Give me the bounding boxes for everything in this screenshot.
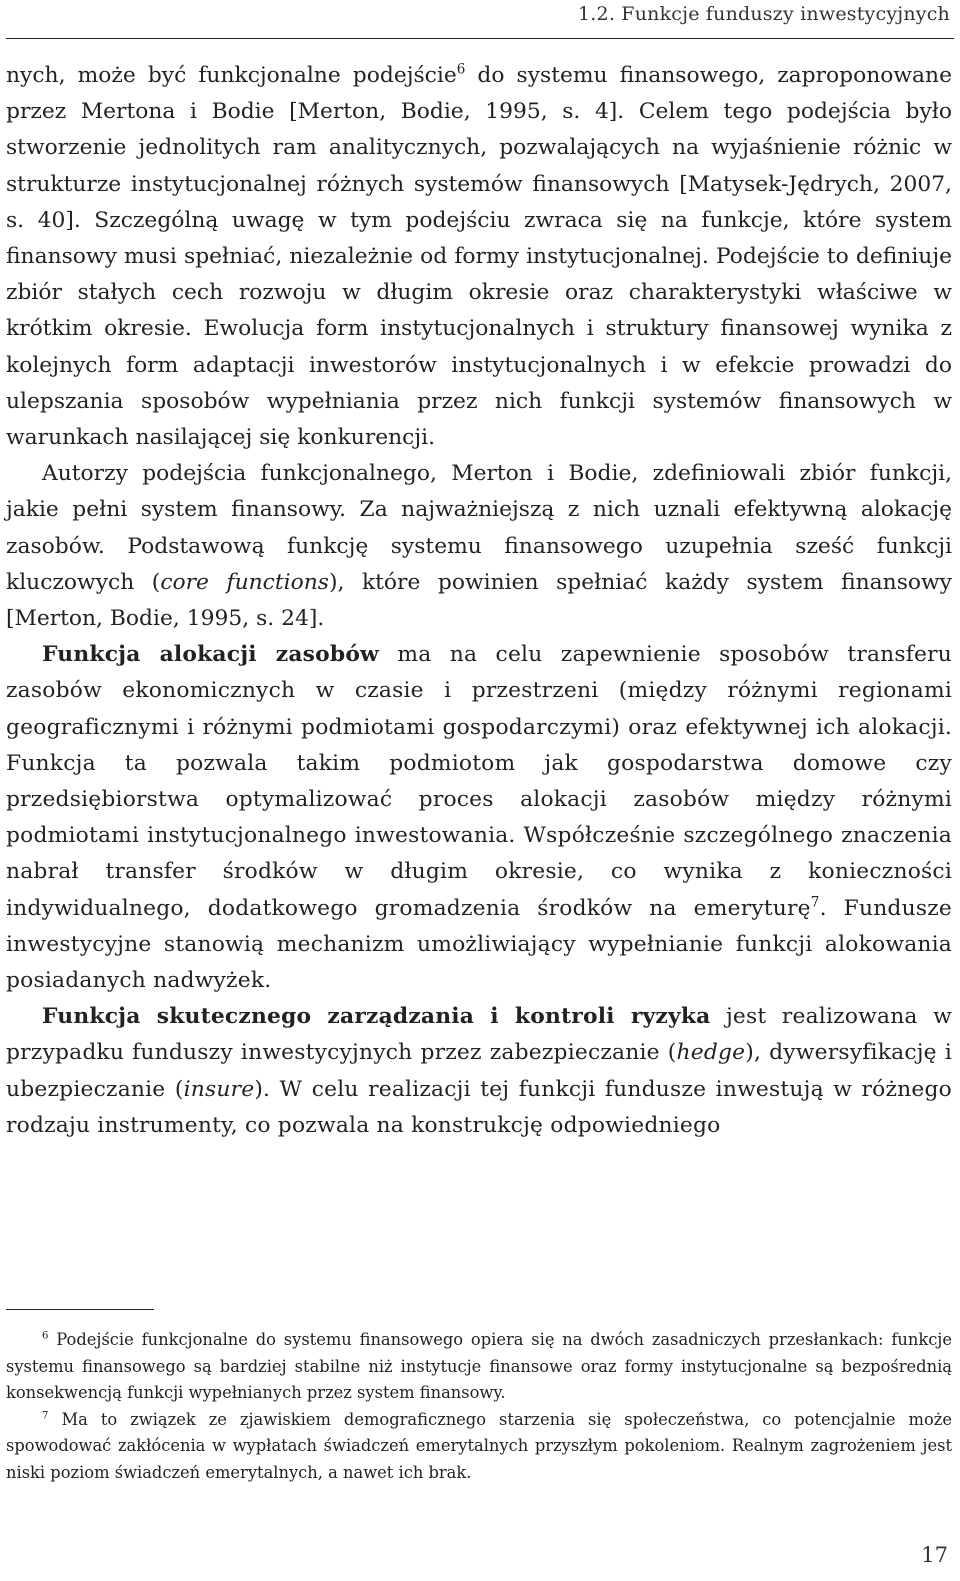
paragraph-1 <box>6 58 952 456</box>
paragraph-2 <box>6 456 952 637</box>
paragraph-3-text-b: . Fundusze inwestycyjne stanowią mechanizm umożliwiający wypełnianie funkcji alokowania posiadanych nadwyżek. <box>6 895 952 994</box>
main-text <box>6 58 952 1144</box>
paragraph-4-bold-term: Funkcja skutecznego zarządzania i kontroli ryzyka <box>42 1004 711 1030</box>
paragraph-4-text-c: ). W celu realizacji tej funkcji fundusze inwestują w różnego rodzaju instrumenty, co pozwala na konstrukcję odpowiedniego <box>6 1076 952 1138</box>
paragraph-4 <box>6 999 952 1144</box>
page-number: 17 <box>921 1543 948 1567</box>
paragraph-4-italic-hedge: hedge <box>676 1040 746 1066</box>
paragraph-4-text-a: jest realizowana w przypadku funduszy inwestycyjnych przez zabezpieczanie ( <box>6 1004 952 1066</box>
footnote-ref-7[interactable]: 7 <box>810 894 820 911</box>
footnotes <box>6 1327 952 1486</box>
paragraph-4-text-b: ), dywersyfikację i ubezpieczanie ( <box>6 1040 952 1102</box>
paragraph-1-text-a: nych, może być funkcjonalne podejście <box>6 63 457 88</box>
paragraph-1-text-b: do systemu finansowego, zaproponowane przez Mertona i Bodie [Merton, Bodie, 1995, s. 4]. Celem tego podejścia było stworzenie jednolitych ram analitycznych, pozwalających na wyjaśnienie różnic w strukturze instytucjonalnej różnych systemów finansowych [Matysek-Jędrych, 2007, s. 40]. Szczególną uwagę w tym podejściu zwraca się na funkcje, które system finansowy musi spełniać, niezależnie od formy instytucjonalnej. Podejście to definiuje zbiór stałych cech rozwoju w długim okresie oraz charakterystyki właściwe w krótkim okresie. Ewolucja form instytucjonalnych i struktury finansowej wynika z kolejnych form adaptacji inwestorów instytucjonalnych i w efekcie prowadzi do ulepszania sposobów wypełniania przez nich funkcji systemów finansowych w warunkach nasilającej się konkurencji. <box>6 63 952 451</box>
paragraph-3-text-a: ma na celu zapewnienie sposobów transferu zasobów ekonomicznych w czasie i przestrzeni (między różnymi regionami geograficznymi i różnymi podmiotami gospodarczymi) oraz efektywnej ich alokacji. Funkcja ta pozwala takim podmiotom jak gospodarstwa domowe czy przedsiębiorstwa optymalizować proces alokacji zasobów między różnymi podmiotami instytucjonalnego inwestowania. Współcześnie szczególnego znaczenia nabrał transfer środków w długim okresie, co wynika z konieczności indywidualnego, dodatkowego gromadzenia środków na emeryturę <box>6 642 953 921</box>
footnote-6-text: Podejście funkcjonalne do systemu finansowego opiera się na dwóch zasadniczych przesłankach: funkcje systemu finansowego są bardziej stabilne niż instytucje finansowe oraz formy instytucjonalne są bezpośrednią konsekwencją funkcji wypełnianych przez system finansowy. <box>6 1330 952 1402</box>
footnote-7 <box>6 1407 952 1487</box>
paragraph-2-italic-term: core functions <box>160 569 329 595</box>
footnote-7-text: Ma to związek ze zjawiskiem demograficznego starzenia się społeczeństwa, co potencjalnie może spowodować zakłócenia w wypłatach świadczeń emerytalnych przyszłym pokoleniom. Realnym zagrożeniem jest niski poziom świadczeń emerytalnych, a nawet ich brak. <box>6 1409 952 1482</box>
footnote-6 <box>6 1327 952 1407</box>
paragraph-2-text-a: Autorzy podejścia funkcjonalnego, Merton i Bodie, zdefiniowali zbiór funkcji, jakie pełni system finansowy. Za najważniejszą z nich uznali efektywną alokację zasobów. Podstawową funkcję systemu finansowego uzupełnia sześć funkcji kluczowych ( <box>6 461 952 595</box>
footnote-6-number: 6 <box>42 1330 49 1342</box>
footnote-rule <box>6 1309 154 1310</box>
paragraph-2-text-b: ), które powinien spełniać każdy system finansowy [Merton, Bodie, 1995, s. 24]. <box>6 569 952 632</box>
paragraph-4-italic-insure: insure <box>183 1076 255 1102</box>
footnote-ref-6[interactable]: 6 <box>456 61 466 78</box>
footnote-7-number: 7 <box>42 1410 49 1422</box>
paragraph-3 <box>6 637 952 999</box>
running-header: 1.2. Funkcje funduszy inwestycyjnych <box>578 3 950 25</box>
header-rule <box>6 38 954 39</box>
paragraph-3-bold-term: Funkcja alokacji zasobów <box>42 642 380 668</box>
